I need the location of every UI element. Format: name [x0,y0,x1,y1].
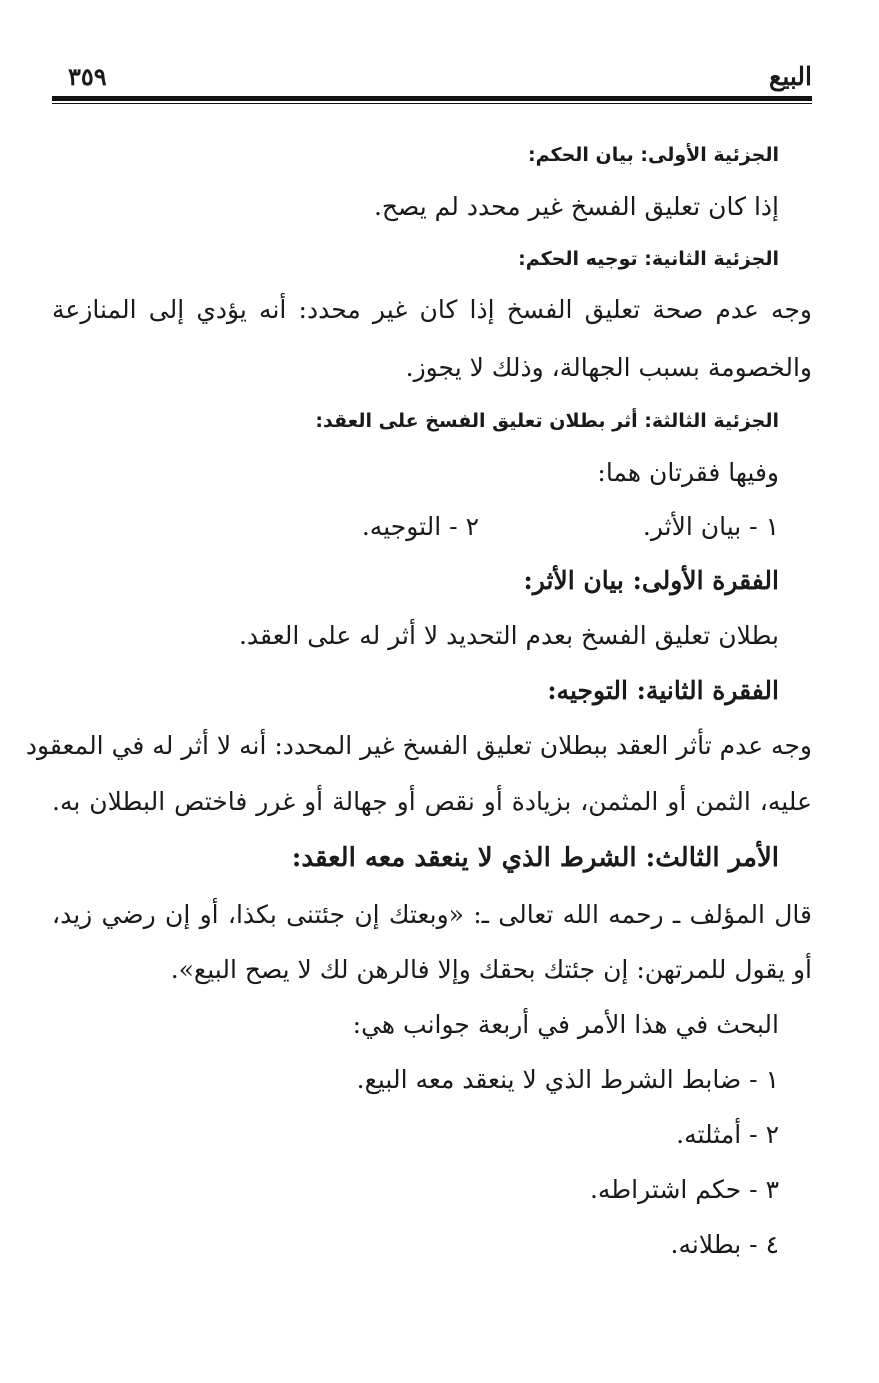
list-item: ١ - بيان الأثر. [642,512,779,541]
paragraph-4: بطلان تعليق الفسخ بعدم التحديد لا أثر له على العقد. [238,621,779,650]
list-item: ٤ - بطلانه. [670,1230,779,1259]
paragraph-5-line-2: عليه، الثمن أو المثمن، بزيادة أو نقص أو جهالة أو غرر فاختص البطلان به. [52,787,812,816]
two-item-list [52,510,779,544]
section-heading-3: الجزئية الثالثة: أثر بطلان تعليق الفسخ على العقد: [315,410,779,432]
paragraph-1: إذا كان تعليق الفسخ غير محدد لم يصح. [373,192,779,221]
chapter-title: البيع [769,62,812,91]
section-heading-1: الجزئية الأولى: بيان الحكم: [528,144,779,166]
header-rule-thin [52,103,812,104]
list-item: ١ - ضابط الشرط الذي لا ينعقد معه البيع. [356,1065,779,1094]
list-item: ٣ - حكم اشتراطه. [589,1175,779,1204]
section-heading-6: الأمر الثالث: الشرط الذي لا ينعقد معه العقد: [291,843,779,873]
paragraph-6-line-2: أو يقول للمرتهن: إن جئتك بحقك وإلا فالرهن لك لا يصح البيع». [170,955,812,984]
paragraph-2-line-1: وجه عدم صحة تعليق الفسخ إذا كان غير محدد: أنه يؤدي إلى المنازعة [52,295,812,324]
paragraph-5-line-1: وجه عدم تأثر العقد ببطلان تعليق الفسخ غير المحدد: أنه لا أثر له في المعقود [25,731,812,760]
section-heading-2: الجزئية الثانية: توجيه الحكم: [518,248,779,270]
paragraph-6-line-1: قال المؤلف ـ رحمه الله تعالى ـ: «وبعتك إن جئتنى بكذا، أو إن رضي زيد، [52,900,812,929]
paragraph-7: البحث في هذا الأمر في أربعة جوانب هي: [352,1010,779,1039]
paragraph-2-line-2: والخصومة بسبب الجهالة، وذلك لا يجوز. [405,353,812,382]
page-number: ٣٥٩ [68,62,107,91]
list-item: ٢ - أمثلته. [676,1120,779,1149]
section-heading-5: الفقرة الثانية: التوجيه: [547,676,779,705]
paragraph-3: وفيها فقرتان هما: [597,458,779,487]
section-heading-4: الفقرة الأولى: بيان الأثر: [523,566,779,595]
header-rule-thick [52,96,812,101]
list-item: ٢ - التوجيه. [361,512,479,541]
running-header [52,58,812,92]
